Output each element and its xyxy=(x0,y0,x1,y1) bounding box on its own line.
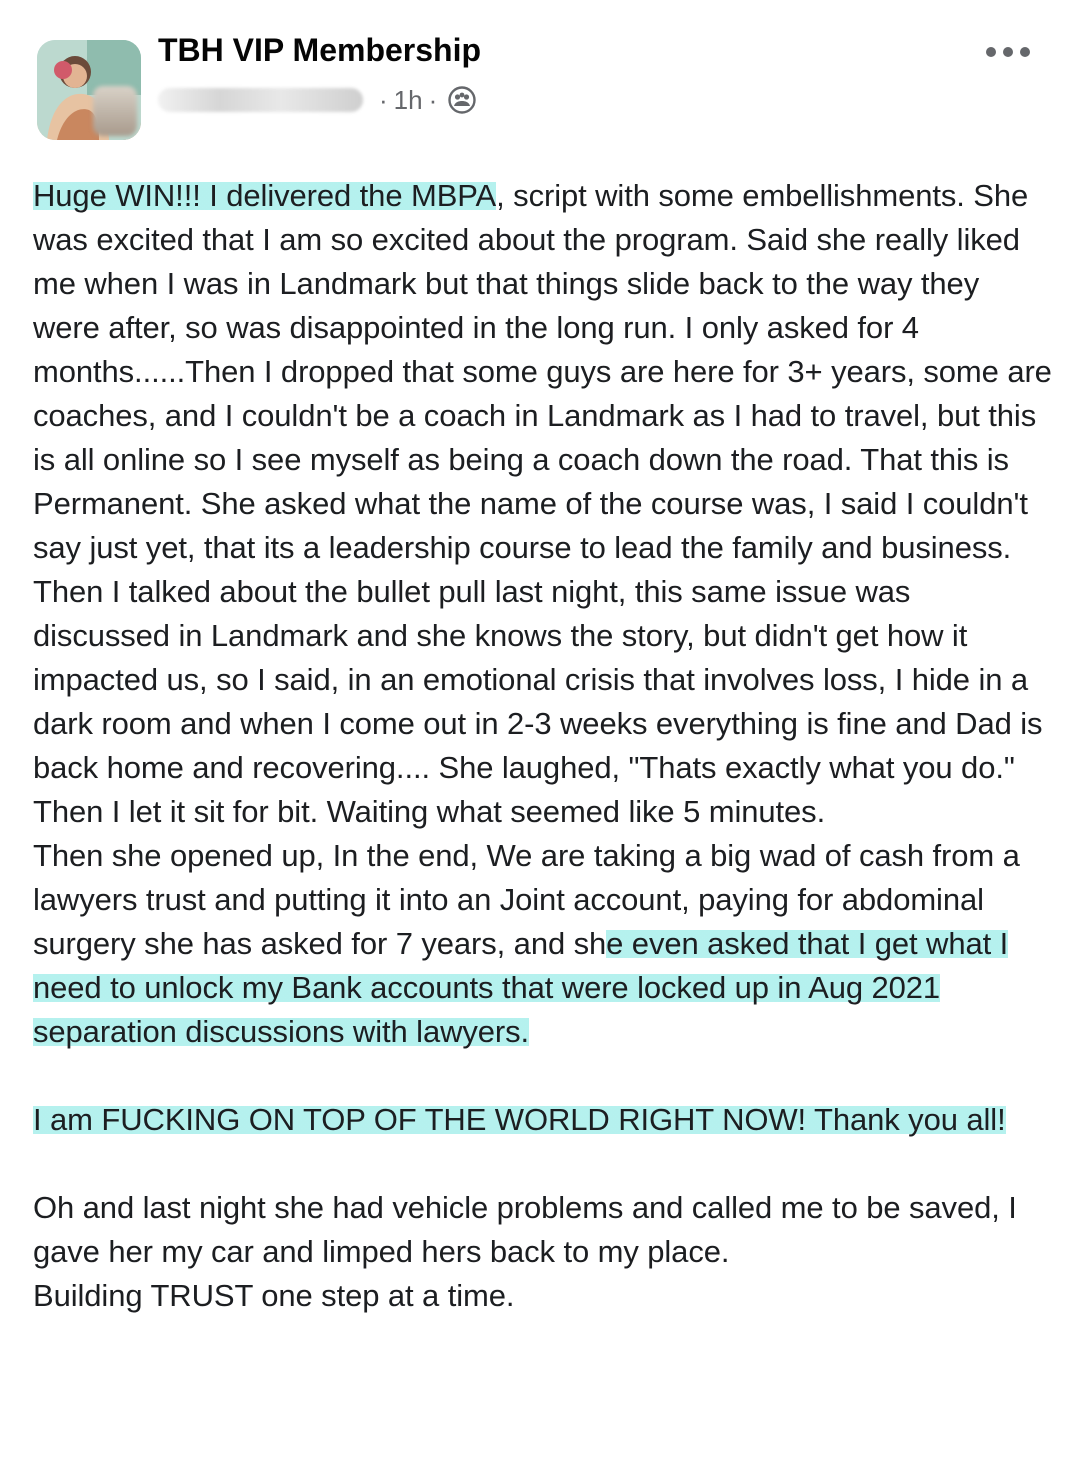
post-paragraph: Then I let it sit for bit. Waiting what seemed like 5 minutes. xyxy=(33,794,826,829)
avatar-inset-blurred xyxy=(93,86,137,136)
meta-separator: · xyxy=(428,84,438,115)
meta-separator: · xyxy=(379,84,388,115)
post-paragraph xyxy=(33,1098,1053,1142)
post-paragraph: Then she opened up, In the end, We are taking a big wad of cash from a lawyers trust and putting it into an Joint account, paying for abdominal surgery she has asked for 7 years, and she even asked that I get what I need to unlock my Bank accounts that were locked up in Aug 2021 separation discussions with lawyers. xyxy=(33,838,1020,1049)
post-paragraph: Then I talked about the bullet pull last night, this same issue was discussed in Landmark and she knows the story, but didn't get how it impacted us, so I said, in an emotional crisis that involves loss, I hide in a dark room and when I come out in 2-3 weeks everything is fine and Dad is back home and recovering.... She laughed, "Thats exactly what you do." xyxy=(33,574,1043,785)
group-name[interactable]: TBH VIP Membership xyxy=(158,32,482,68)
post-paragraph: Oh and last night she had vehicle problems and called me to be saved, I gave her my car and limped hers back to my place. xyxy=(33,1190,1017,1269)
post-paragraph: Building TRUST one step at a time. xyxy=(33,1278,515,1313)
group-avatar[interactable] xyxy=(37,40,141,140)
more-options-icon[interactable] xyxy=(986,40,1030,64)
post-paragraph: Huge WIN!!! I delivered the MBPA, script with some embellishments. She was excited that I am so excited about the program. Said she really liked me when I was in Landmark but that things slide back to the way they were after, so was disappointed in the long run. I only asked for 4 months......Then I dropped that some guys are here for 3+ years, some are coaches, and I couldn't be a coach in Landmark as I had to travel, but this is all online so I see myself as being a coach down the road. That this is Permanent. She asked what the name of the course was, I said I couldn't say just yet, that its a leadership course to lead the family and business. xyxy=(33,178,1052,565)
group-members-icon xyxy=(447,85,477,115)
highlighted-text: I am FUCKING ON TOP OF THE WORLD RIGHT NOW! Thank you all! xyxy=(33,1102,1006,1137)
highlighted-text: Huge WIN!!! I delivered the MBPA xyxy=(33,178,497,213)
highlighted-text: e even asked that I get what I need to unlock my Bank accounts that were locked up in Aug 2021 separation discussions with lawyers. xyxy=(33,926,1009,1049)
post-meta xyxy=(158,82,477,118)
post-body xyxy=(33,174,1053,1318)
author-name-redacted[interactable] xyxy=(158,88,363,112)
post-time[interactable]: 1h xyxy=(393,84,423,115)
